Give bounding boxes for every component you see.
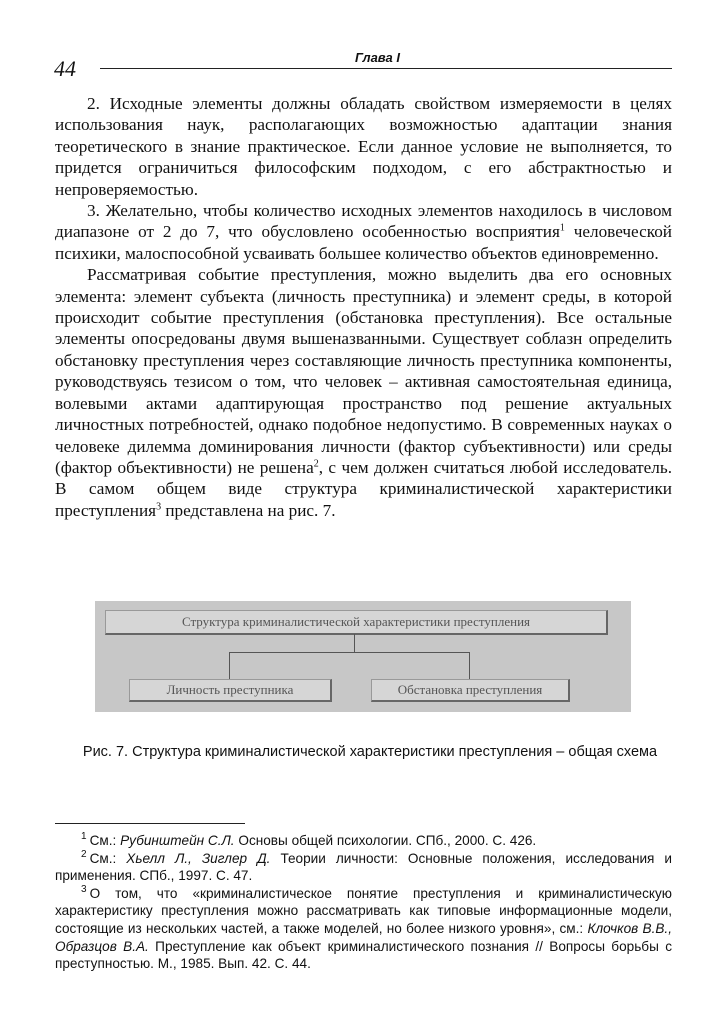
paragraph-3-text-b: , с чем должен считаться любой исследователь. В самом общем виде структура криминалистической характеристики преступления bbox=[55, 457, 672, 520]
footnote-2-author: Хьелл Л., Зиглер Д. bbox=[126, 850, 271, 866]
footnote-1-author: Рубинштейн С.Л. bbox=[120, 833, 235, 848]
figure-caption: Рис. 7. Структура криминалистической характеристики преступления – общая схема bbox=[82, 744, 658, 760]
page-number: 44 bbox=[54, 56, 76, 81]
connector-horizontal bbox=[229, 652, 469, 653]
footnote-1 bbox=[55, 832, 672, 850]
footnote-2 bbox=[55, 850, 672, 885]
header-rule bbox=[100, 68, 672, 69]
diagram-right-box: Обстановка преступления bbox=[371, 679, 570, 702]
running-head: Глава I bbox=[355, 50, 400, 65]
paragraph-3 bbox=[55, 264, 672, 521]
footnote-ref-3[interactable]: 3 bbox=[156, 500, 162, 512]
diagram-top-box: Структура криминалистической характеристики преступления bbox=[105, 610, 608, 635]
diagram-left-box: Личность преступника bbox=[129, 679, 332, 702]
footnote-rule bbox=[55, 823, 245, 824]
footnote-mark-2: 2 bbox=[81, 849, 87, 861]
paragraph-2-text-b: человеческой психики, малоспособной усваивать большее количество объектов единовременно. bbox=[55, 222, 672, 263]
footnote-2-prefix: См.: bbox=[89, 850, 127, 866]
paragraph-1: 2. Исходные элементы должны обладать свойством измеряемости в целях использования наук, располагающих возможностью адаптации знания теоретического в знание практическое. Если данное условие не выполняется, то придется ограничиться философским подходом, с его абстрактностью и непроверяемостью. bbox=[55, 94, 672, 199]
footnote-3-text: Преступление как объект криминалистического познания // Вопросы борьбы с преступностью. М., 1985. Вып. 42. С. 44. bbox=[55, 938, 672, 972]
footnote-1-prefix: См.: bbox=[89, 833, 121, 848]
connector-vertical-left bbox=[229, 652, 230, 679]
footnote-ref-2[interactable]: 2 bbox=[313, 458, 319, 470]
footnote-1-text: Основы общей психологии. СПб., 2000. С. 426. bbox=[234, 833, 537, 848]
paragraph-3-text-a: Рассматривая событие преступления, можно выделить два его основных элемента: элемент субъекта (личность преступника) и элемент среды, в которой происходит событие преступления (обстановка преступления). Все остальные элементы опосредованы двумя вышеназванными. Существует соблазн определить обстановку преступления через составляющие личность преступника компоненты, руководствуясь тезисом о том, что человек – активная самостоятельная единица, волевыми актами адаптирующая пространство под решение актуальных личностных потребностей, однако подобное недопустимо. В современных науках о человеке дилемма доминирования личности (фактор субъективности) или среды (фактор объективности) не решена bbox=[55, 265, 672, 477]
paragraph-3-text-c: представлена на рис. 7. bbox=[161, 500, 336, 520]
body-text bbox=[55, 93, 672, 521]
footnote-ref-1[interactable]: 1 bbox=[559, 222, 565, 234]
paragraph-2 bbox=[55, 200, 672, 264]
footnote-2-text: Теории личности: Основные положения, исследования и применения. СПб., 1997. С. 47. bbox=[55, 850, 673, 884]
connector-vertical-right bbox=[469, 652, 470, 679]
figure-diagram bbox=[95, 601, 631, 712]
footnote-mark-1: 1 bbox=[81, 831, 87, 843]
footnote-3 bbox=[55, 885, 672, 973]
footnote-mark-3: 3 bbox=[81, 884, 87, 896]
footnotes bbox=[55, 832, 672, 973]
paragraph-2-text-a: 3. Желательно, чтобы количество исходных элементов находилось в числовом диапазоне от 2 до 7, что обусловлено особенностью восприятия bbox=[55, 201, 672, 242]
connector-vertical-top bbox=[354, 634, 355, 652]
footnote-3-author: Клочков В.В., Образцов В.А. bbox=[55, 920, 672, 954]
footnote-3-prefix: О том, что «криминалистическое понятие преступления и криминалистическую характеристику преступления можно рассматривать как типовые информационные модели, состоящие из нескольких частей, а также моделей, но более низкого уровня», см.: bbox=[55, 885, 672, 936]
